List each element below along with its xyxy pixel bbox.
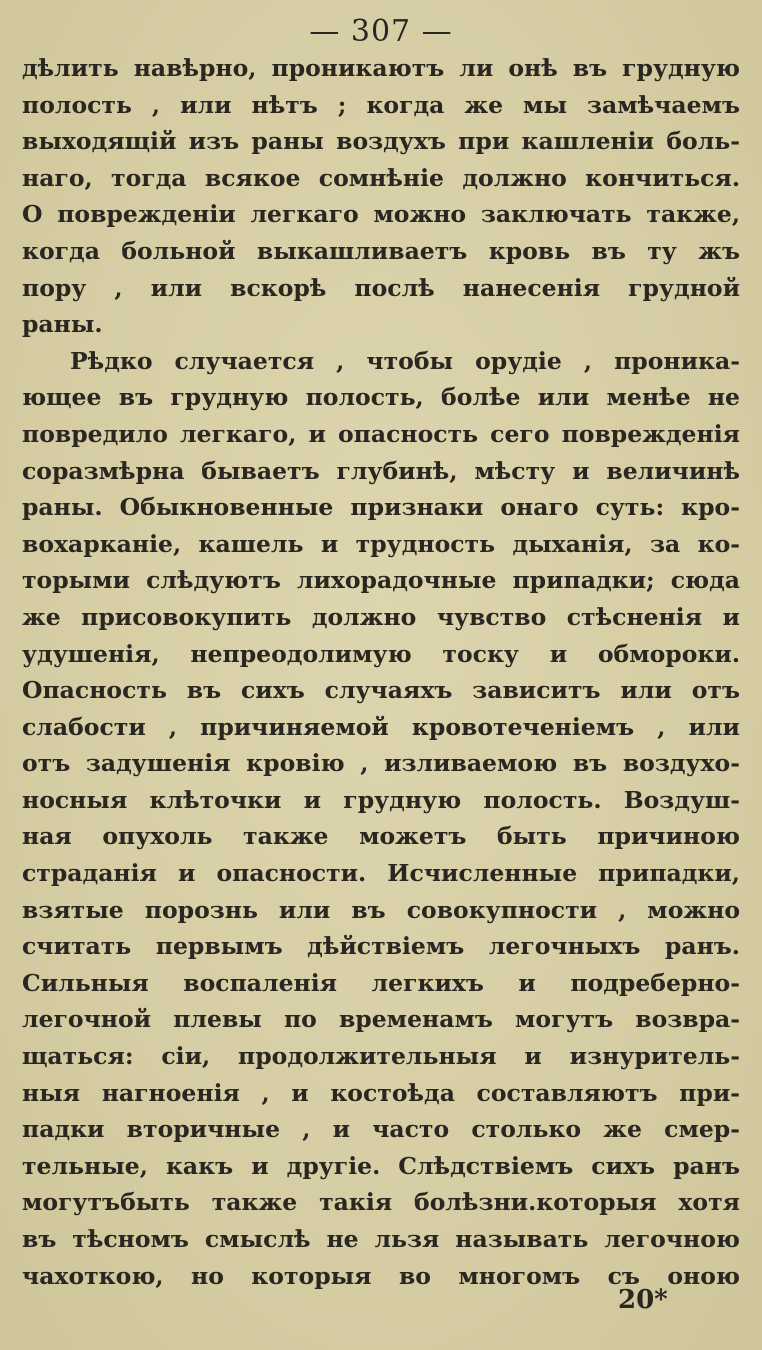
text-line: раны. Обыкновенные признаки онаго суть: кро-: [22, 493, 740, 522]
text-line: чахоткою, но которыя во многомъ съ оною: [22, 1261, 740, 1290]
text-line: страданія и опасности. Исчисленные припадки,: [22, 859, 740, 888]
text-line: ная опухоль также можетъ быть причиною: [22, 822, 740, 851]
text-line: полость , или нѣтъ ; когда же мы замѣчаемъ: [22, 90, 740, 119]
body-text: [22, 50, 740, 1294]
text-line: въ тѣсномъ смыслѣ не льзя называть легочною: [22, 1225, 740, 1253]
text-line: дѣлить навѣрно, проникаютъ ли онѣ въ грудную: [22, 54, 740, 82]
text-line: щаться: сіи, продолжительныя и изнуритель-: [22, 1042, 740, 1071]
text-line: удушенія, непреодолимую тоску и обмороки.: [22, 639, 740, 668]
text-line: носныя клѣточки и грудную полость. Воздуш-: [22, 785, 740, 814]
text-line: торыми слѣдуютъ лихорадочные припадки; сюда: [22, 566, 740, 595]
text-line: тельные, какъ и другіе. Слѣдствіемъ сихъ ранъ: [22, 1151, 740, 1180]
text-line: ющее въ грудную полость, болѣе или менѣе не: [22, 383, 740, 412]
text-line: повредило легкаго, и опасность сего поврежденія: [22, 419, 740, 448]
paragraph-start-line: Рѣдко случается , чтобы орудіе , проника-: [70, 346, 740, 375]
text-line: раны.: [22, 310, 103, 339]
page-number-header: — 307 —: [309, 14, 453, 49]
text-line: ныя нагноенія , и костоѣда составляютъ при-: [22, 1078, 740, 1107]
text-line: вохарканіе, кашель и трудность дыханія, за ко-: [22, 529, 740, 558]
signature-mark: 20*: [618, 1285, 668, 1315]
text-line: считать первымъ дѣйствіемъ легочныхъ ранъ.: [22, 932, 740, 961]
text-line: наго, тогда всякое сомнѣніе должно кончиться.: [22, 163, 740, 192]
text-line: падки вторичные , и часто столько же смер-: [22, 1115, 740, 1144]
text-line: отъ задушенія кровію , изливаемою въ воздухо-: [22, 749, 740, 778]
text-line: пору , или вскорѣ послѣ нанесенія грудной: [22, 273, 740, 302]
text-line: Опасность въ сихъ случаяхъ зависитъ или отъ: [22, 676, 740, 705]
text-line: взятые порознь или въ совокупности , можно: [22, 895, 740, 924]
text-line: когда больной выкашливаетъ кровь въ ту жъ: [22, 236, 740, 265]
text-line: выходящій изъ раны воздухъ при кашленіи боль-: [22, 127, 740, 156]
text-line: слабости , причиняемой кровотеченіемъ , или: [22, 712, 740, 741]
text-line: соразмѣрна бываетъ глубинѣ, мѣсту и величинѣ: [22, 456, 740, 485]
text-line: же присовокупить должно чувство стѣсненія и: [22, 602, 740, 631]
text-line: Сильныя воспаленія легкихъ и подреберно-: [22, 968, 740, 997]
text-line: легочной плевы по временамъ могутъ возвра-: [22, 1005, 740, 1034]
text-line: О поврежденіи легкаго можно заключать также,: [22, 200, 740, 229]
text-line: могутъбыть также такія болѣзни.которыя хотя: [22, 1188, 740, 1217]
